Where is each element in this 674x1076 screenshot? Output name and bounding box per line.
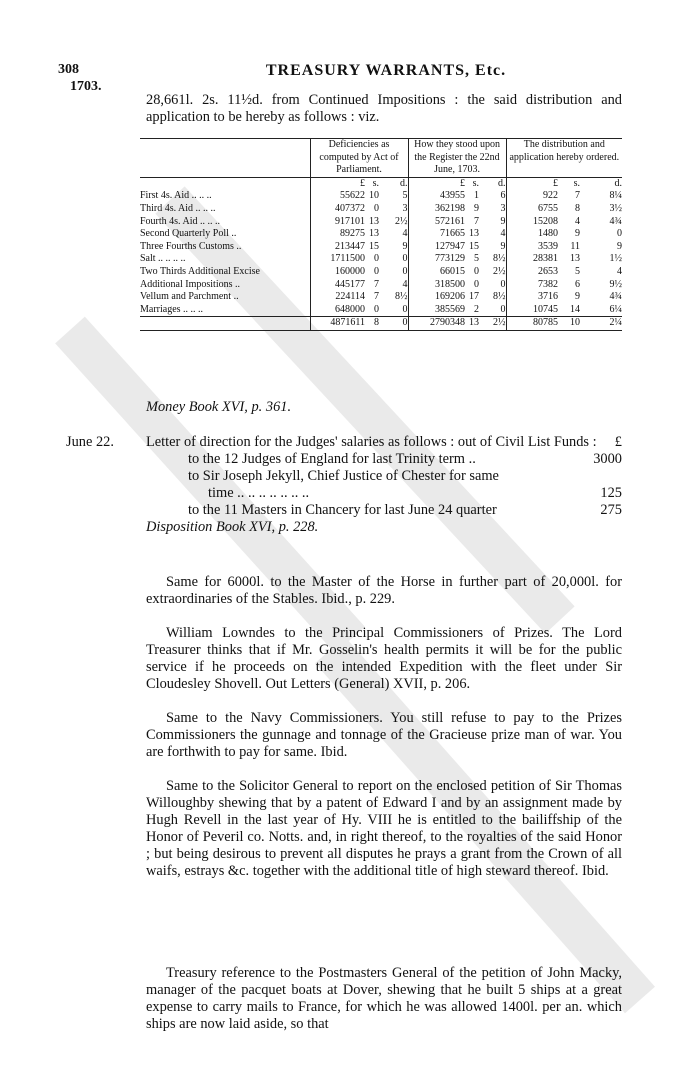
header-deficiencies: Deficiencies as computed by Act of Parliament.	[310, 139, 408, 178]
judges-intro-text: Letter of direction for the Judges' salaries as follows : out of Civil List Funds :	[146, 434, 597, 450]
list-item: to Sir Joseph Jekyll, Chief Justice of Chester for same	[188, 468, 499, 484]
list-item: to the 11 Masters in Chancery for last June 24 quarter 275	[188, 502, 622, 518]
warrants-table-container	[140, 138, 622, 331]
disposition-reference: Disposition Book XVI, p. 228.	[146, 519, 319, 535]
running-head: TREASURY WARRANTS, Etc.	[265, 62, 507, 79]
units-row: £ s. d. £ s. d. £ s. d.	[140, 177, 622, 190]
paragraph-postmasters	[146, 965, 622, 1033]
row-label: Two Thirds Additional Excise	[140, 265, 260, 277]
table-row: Second Quarterly Poll .. 89275 13 4 71665 13 4 1480 9 0	[140, 228, 623, 240]
paragraph-text: William Lowndes to the Principal Commissioners of Prizes. The Lord Treasurer thinks that if Mr. Gosselin's health permits it will be for the public service if he proceeds on the intended Expedition with the fleet under Sir Cloudesley Shovell. Out Letters (General) XVII, p. 206.	[146, 625, 622, 692]
paragraph-solicitor	[146, 778, 622, 880]
row-label: Three Fourths Customs ..	[140, 240, 242, 252]
judges-intro-line	[146, 434, 622, 451]
paragraph-text: Treasury reference to the Postmasters General of the petition of John Macky, manager of the pacquet boats at Dover, shewing that he built 5 ships at a great expense to carry mails to France, for which he was allowed 1400l. per an. which ships are now laid aside, so that	[146, 965, 622, 1032]
table-row: Two Thirds Additional Excise 160000 0 0 66015 0 2½ 2653 5 4	[140, 265, 623, 277]
intro-text: 28,661l. 2s. 11½d. from Continued Impositions : the said distribution and application to be hereby as follows : viz.	[146, 92, 622, 125]
table-row: Third 4s. Aid .. .. .. 407372 0 3 362198 9 3 6755 8 3½	[140, 202, 623, 214]
judges-intro-unit: £	[614, 434, 622, 450]
paragraph-stables	[146, 574, 622, 608]
table-row: First 4s. Aid .. .. .. 55622 10 5 43955 1 6 922 7 8¼	[140, 190, 623, 202]
paragraph-navy	[146, 710, 622, 761]
list-item: time .. .. .. .. .. .. .. 125	[208, 485, 622, 501]
row-label: Vellum and Parchment ..	[140, 291, 239, 303]
table-row: Three Fourths Customs .. 213447 15 9 127947 15 9 3539 11 9	[140, 240, 623, 252]
list-item: to the 12 Judges of England for last Trinity term .. 3000	[188, 451, 622, 467]
paragraph-prizes	[146, 625, 622, 693]
row-label: Fourth 4s. Aid .. .. ..	[140, 215, 221, 227]
table-row: Marriages .. .. .. 648000 0 0 385569 2 0 10745 14 6¼	[140, 304, 622, 317]
judges-salaries	[146, 434, 622, 536]
row-label: Third 4s. Aid .. .. ..	[140, 202, 216, 214]
warrants-table	[140, 138, 622, 331]
table-row: Fourth 4s. Aid .. .. .. 917101 13 2½ 572161 7 9 15208 4 4¾	[140, 215, 623, 227]
page-number: 308	[58, 62, 79, 77]
table-row: Salt .. .. .. .. 1711500 0 0 773129 5 8½ 28381 13 1½	[140, 253, 623, 265]
header-distribution: The distribution and application hereby ordered.	[506, 139, 622, 178]
paragraph-text: Same for 6000l. to the Master of the Horse in further part of 20,000l. for extraordinaries of the Stables. Ibid., p. 229.	[146, 574, 622, 607]
row-label: First 4s. Aid .. .. ..	[140, 190, 212, 202]
money-book-reference: Money Book XVI, p. 361.	[146, 399, 292, 415]
paragraph-text: Same to the Solicitor General to report on the enclosed petition of Sir Thomas Willoughby shewing that by a patent of Edward I and by an assignment made by Hugh Revell in the last year of Hy. VIII he is entitled to the bailiffship of the Honor of Peveril co. Notts. and, in right thereof, to the royalties of the said Honor ; but being desirous to prevent all disputes he prays a grant from the Crown of all waifs, estrays &c. together with the additional title of high steward thereof. Ibid.	[146, 778, 622, 879]
header-blank	[140, 139, 310, 178]
margin-date: June 22.	[66, 434, 114, 450]
paragraph-text: Same to the Navy Commissioners. You still refuse to pay to the Prizes Commissioners the gunnage and tonnage of the Gracieuse prize man of war. You are forthwith to pay for same. Ibid.	[146, 710, 622, 760]
row-label: Additional Impositions ..	[140, 278, 240, 290]
row-label: Second Quarterly Poll ..	[140, 228, 237, 240]
row-label: Marriages .. .. ..	[140, 303, 204, 315]
totals-row: 4871611 8 0 2790348 13 2½ 80785 10 2¼	[140, 317, 622, 331]
row-label: Salt .. .. .. ..	[140, 253, 186, 265]
margin-year: 1703.	[70, 79, 102, 94]
table-row: Vellum and Parchment .. 224114 7 8½ 169206 17 8½ 3716 9 4¾	[140, 291, 623, 303]
table-row: Additional Impositions .. 445177 7 4 318500 0 0 7382 6 9½	[140, 278, 623, 290]
header-register: How they stood upon the Register the 22nd June, 1703.	[408, 139, 506, 178]
intro-paragraph	[146, 92, 622, 126]
